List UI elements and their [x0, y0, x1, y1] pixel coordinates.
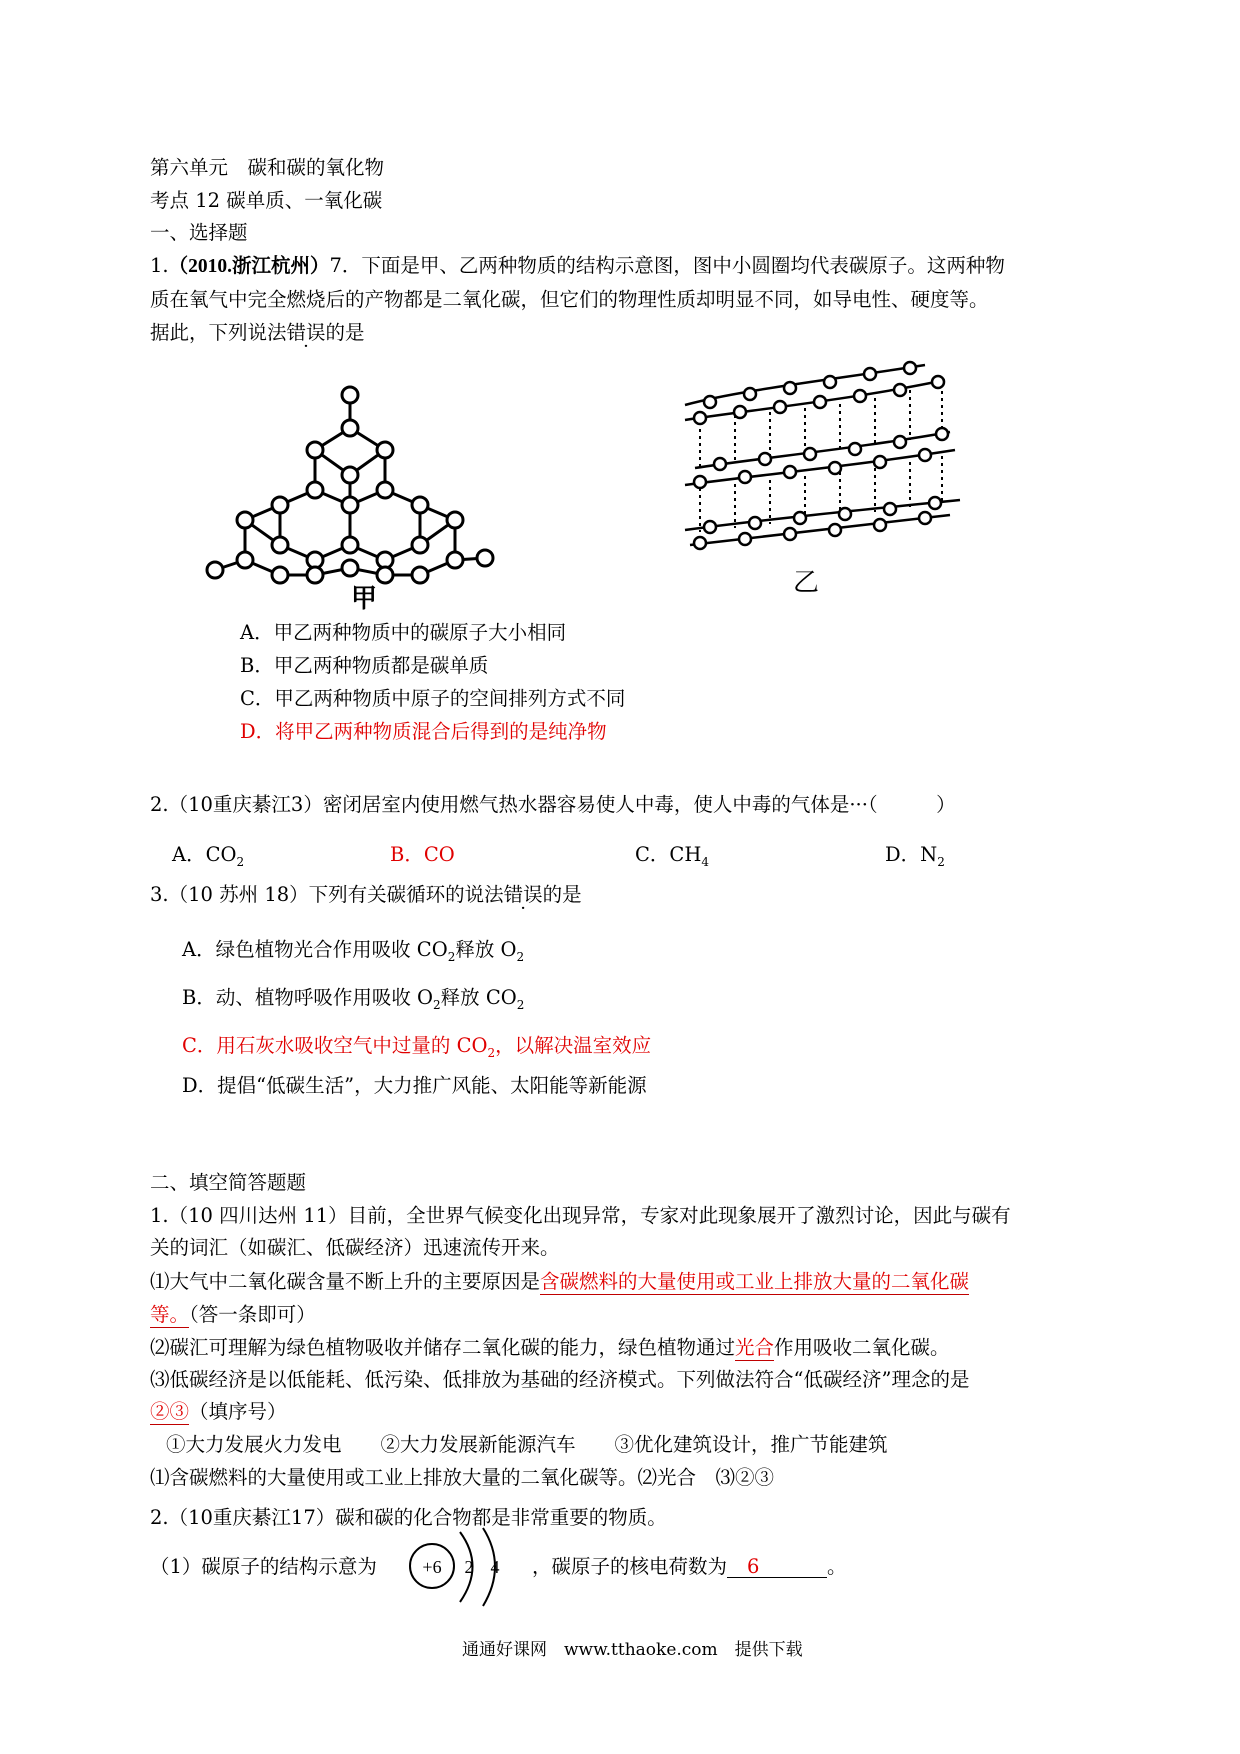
s2-q2-part1: （1）碳原子的结构示意为 — [150, 1555, 377, 1578]
figure-label-b: 乙 — [793, 568, 820, 598]
graphite-structure-figure — [680, 360, 960, 580]
q3-option-b: B．动、植物呼吸作用吸收 $O_2$释放 $CO_2$ — [182, 986, 525, 1012]
diamond-structure-figure — [210, 380, 510, 614]
figure-label-a: 甲 — [351, 584, 378, 614]
q3-option-a: A．绿色植物光合作用吸收 $CO_2$释放 $O_2$ — [182, 938, 525, 964]
q1-source: （2010.浙江杭州） — [168, 256, 330, 277]
q2-option-d: D．$N_2$ — [885, 843, 945, 869]
s2-q1-part1-cont: 等。（答一条即可） — [150, 1303, 316, 1326]
q1-option-d: D．将甲乙两种物质混合后得到的是纯净物 — [240, 720, 607, 743]
q3-text: 3.（10 苏州 18）下列有关碳循环的说法错误的是 — [150, 883, 582, 906]
s2-q1-part1: ⑴大气中二氧化碳含量不断上升的主要原因是含碳燃料的大量使用或工业上排放大量的二氧化碳 — [150, 1270, 970, 1293]
atom-shell-1: 2 — [464, 1557, 474, 1577]
q1-line3: 据此，下列说法错误的是 — [150, 321, 365, 344]
q1-number: 1. — [150, 254, 169, 277]
topic-title: 考点 12 碳单质、一氧化碳 — [150, 189, 383, 212]
q1-line2: 质在氧气中完全燃烧后的产物都是二氧化碳，但它们的物理性质却明显不同，如导电性、硬度等。 — [150, 288, 989, 311]
s2-q1-part3: ⑶低碳经济是以低能耗、低污染、低排放为基础的经济模式。下列做法符合“低碳经济”理念的是 — [150, 1368, 970, 1391]
q1-option-c: C．甲乙两种物质中原子的空间排列方式不同 — [240, 687, 626, 710]
s2-q1-line2: 关的词汇（如碳汇、低碳经济）迅速流传开来。 — [150, 1236, 560, 1259]
q2-option-a: A．$CO_2$ — [172, 843, 245, 869]
section-choice-title: 一、选择题 — [150, 221, 248, 244]
s2-q1-answers: ⑴含碳燃料的大量使用或工业上排放大量的二氧化碳等。⑵光合 ⑶②③ — [150, 1466, 775, 1489]
s2-q2-line1: 2.（10重庆綦江17）碳和碳的化合物都是非常重要的物质。 — [150, 1506, 667, 1529]
s2-q1-part2: ⑵碳汇可理解为绿色植物吸收并储存二氧化碳的能力，绿色植物通过光合作用吸收二氧化碳。 — [150, 1336, 950, 1359]
unit-title: 第六单元 碳和碳的氧化物 — [150, 156, 385, 179]
atom-shell-2: 4 — [490, 1557, 500, 1577]
q1-option-b: B．甲乙两种物质都是碳单质 — [240, 654, 489, 677]
s2-q2-part1-mid: ，碳原子的核电荷数为 6 。 — [532, 1555, 847, 1578]
s2-q1-part3-answer: ②③ — [150, 1400, 190, 1423]
q1-text: 7．下面是甲、乙两种物质的结构示意图，图中小圆圈均代表碳原子。这两种物 — [329, 254, 1005, 277]
s2-q1-line1: 1.（10 四川达州 11）目前，全世界气候变化出现异常，专家对此现象展开了激烈讨论，因此与碳有 — [150, 1204, 1011, 1227]
s2-q1-part2-answer: 光合 — [735, 1336, 775, 1359]
q2-option-c: C．$CH_4$ — [635, 843, 709, 869]
q1-emphasis: 错误 — [286, 321, 326, 344]
s2-q1-part1-answer: 含碳燃料的大量使用或工业上排放大量的二氧化碳 — [540, 1270, 970, 1293]
section-fill-title: 二、填空简答题题 — [150, 1171, 307, 1194]
s2-q1-part3-cont: ②③（填序号） — [150, 1400, 287, 1423]
q2-text: 2.（10重庆綦江3）密闭居室内使用燃气热水器容易使人中毒，使人中毒的气体是···（ ） — [150, 793, 956, 816]
carbon-atom-structure-diagram — [405, 1518, 515, 1608]
s2-q1-choices: ①大力发展火力发电 ②大力发展新能源汽车 ③优化建筑设计，推广节能建筑 — [166, 1433, 888, 1456]
q3-option-d: D．提倡“低碳生活”，大力推广风能、太阳能等新能源 — [182, 1074, 647, 1097]
q1-line1 — [150, 256, 1005, 277]
s2-q2-part1-answer: 6 — [727, 1557, 827, 1578]
q1-option-a: A．甲乙两种物质中的碳原子大小相同 — [240, 621, 567, 644]
atom-nucleus: +6 — [422, 1557, 442, 1577]
page-footer: 通通好课网 www.tthaoke.com 提供下载 — [462, 1640, 803, 1660]
q3-emphasis: 错误 — [503, 883, 543, 906]
q2-option-b: B．CO — [390, 843, 455, 866]
q3-option-c: C．用石灰水吸收空气中过量的 $CO_2$，以解决温室效应 — [182, 1034, 652, 1060]
